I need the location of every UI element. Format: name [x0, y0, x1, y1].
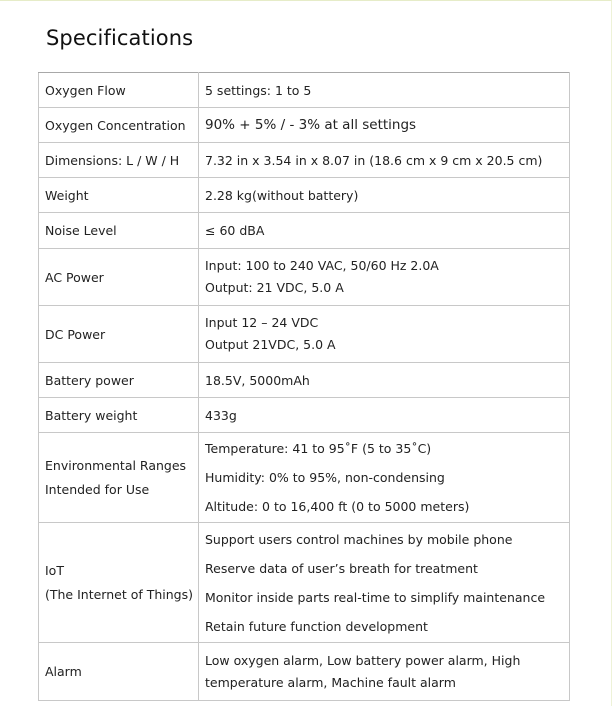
- spec-label: [39, 643, 199, 701]
- spec-value: [199, 643, 570, 701]
- spec-label-line: Weight: [45, 187, 89, 203]
- spec-row-oxygen-concentration: [39, 108, 570, 143]
- spec-label: [39, 523, 199, 643]
- spec-value-line: Altitude: 0 to 16,400 ft (0 to 5000 meters): [205, 499, 470, 514]
- spec-value-line: Humidity: 0% to 95%, non-condensing: [205, 470, 445, 485]
- spec-value-line: Output 21VDC, 5.0 A: [205, 337, 336, 352]
- spec-row-ac-power: [39, 249, 570, 306]
- spec-row-noise-level: [39, 213, 570, 249]
- spec-value: [199, 108, 570, 143]
- spec-row-oxygen-flow: [39, 73, 570, 108]
- spec-label-line: Intended for Use: [45, 481, 150, 497]
- spec-label-line: AC Power: [45, 269, 104, 285]
- spec-row-weight: [39, 178, 570, 213]
- spec-value: [199, 363, 570, 398]
- page-title: Specifications: [46, 26, 194, 50]
- spec-value-line: 5 settings: 1 to 5: [205, 82, 312, 98]
- spec-row-environmental-ranges: [39, 433, 570, 523]
- spec-label-line: IoT: [45, 562, 64, 578]
- spec-value-line: Output: 21 VDC, 5.0 A: [205, 280, 344, 295]
- spec-row-alarm: [39, 643, 570, 701]
- spec-value-line: 90% + 5% / - 3% at all settings: [205, 116, 417, 133]
- spec-label: [39, 306, 199, 363]
- spec-value: [199, 73, 570, 108]
- spec-label-line: Oxygen Flow: [45, 82, 126, 98]
- spec-label-line: Alarm: [45, 664, 82, 679]
- specifications-table: [38, 72, 570, 701]
- spec-row-iot: [39, 523, 570, 643]
- spec-label-line: Battery power: [45, 372, 134, 388]
- spec-label: [39, 398, 199, 433]
- spec-label-line: Dimensions: L / W / H: [45, 152, 180, 168]
- spec-label: [39, 363, 199, 398]
- spec-label-line: Environmental Ranges: [45, 457, 187, 473]
- spec-value-line: Input 12 – 24 VDC: [205, 315, 319, 330]
- spec-value: [199, 178, 570, 213]
- spec-value: [199, 306, 570, 363]
- spec-label-line: Noise Level: [45, 223, 117, 238]
- spec-value-line: Input: 100 to 240 VAC, 50/60 Hz 2.0A: [205, 258, 439, 273]
- spec-value-line: 433g: [205, 407, 237, 423]
- spec-label: [39, 249, 199, 306]
- spec-value-line: 7.32 in x 3.54 in x 8.07 in (18.6 cm x 9 cm x 20.5 cm): [205, 152, 543, 168]
- spec-label: [39, 143, 199, 178]
- spec-row-battery-weight: [39, 398, 570, 433]
- spec-label: [39, 108, 199, 143]
- spec-value-line: Support users control machines by mobile phone: [205, 531, 513, 547]
- spec-value-line: Retain future function development: [205, 618, 428, 634]
- spec-label-line: Battery weight: [45, 407, 138, 423]
- spec-value: [199, 523, 570, 643]
- spec-value: [199, 143, 570, 178]
- spec-value-line: Monitor inside parts real-time to simplify maintenance: [205, 589, 546, 605]
- spec-value-line: 18.5V, 5000mAh: [205, 372, 310, 388]
- spec-value-line: 2.28 kg(without battery): [205, 187, 359, 203]
- spec-row-dc-power: [39, 306, 570, 363]
- spec-value: [199, 249, 570, 306]
- spec-label-line: DC Power: [45, 326, 106, 342]
- spec-label: [39, 73, 199, 108]
- spec-value-line: Reserve data of user’s breath for treatment: [205, 560, 478, 576]
- spec-value: [199, 433, 570, 523]
- spec-value-line: Temperature: 41 to 95˚F (5 to 35˚C): [205, 441, 432, 456]
- spec-value: [199, 213, 570, 249]
- spec-label-line: Oxygen Concentration: [45, 117, 186, 133]
- spec-label-line: (The Internet of Things): [45, 586, 194, 602]
- spec-label: [39, 178, 199, 213]
- spec-label: [39, 213, 199, 249]
- spec-row-dimensions: [39, 143, 570, 178]
- spec-label: [39, 433, 199, 523]
- spec-value-line: ≤ 60 dBA: [205, 223, 265, 238]
- spec-value: [199, 398, 570, 433]
- spec-row-battery-power: [39, 363, 570, 398]
- spec-value-line: Low oxygen alarm, Low battery power alarm, High temperature alarm, Machine fault alarm: [205, 652, 521, 690]
